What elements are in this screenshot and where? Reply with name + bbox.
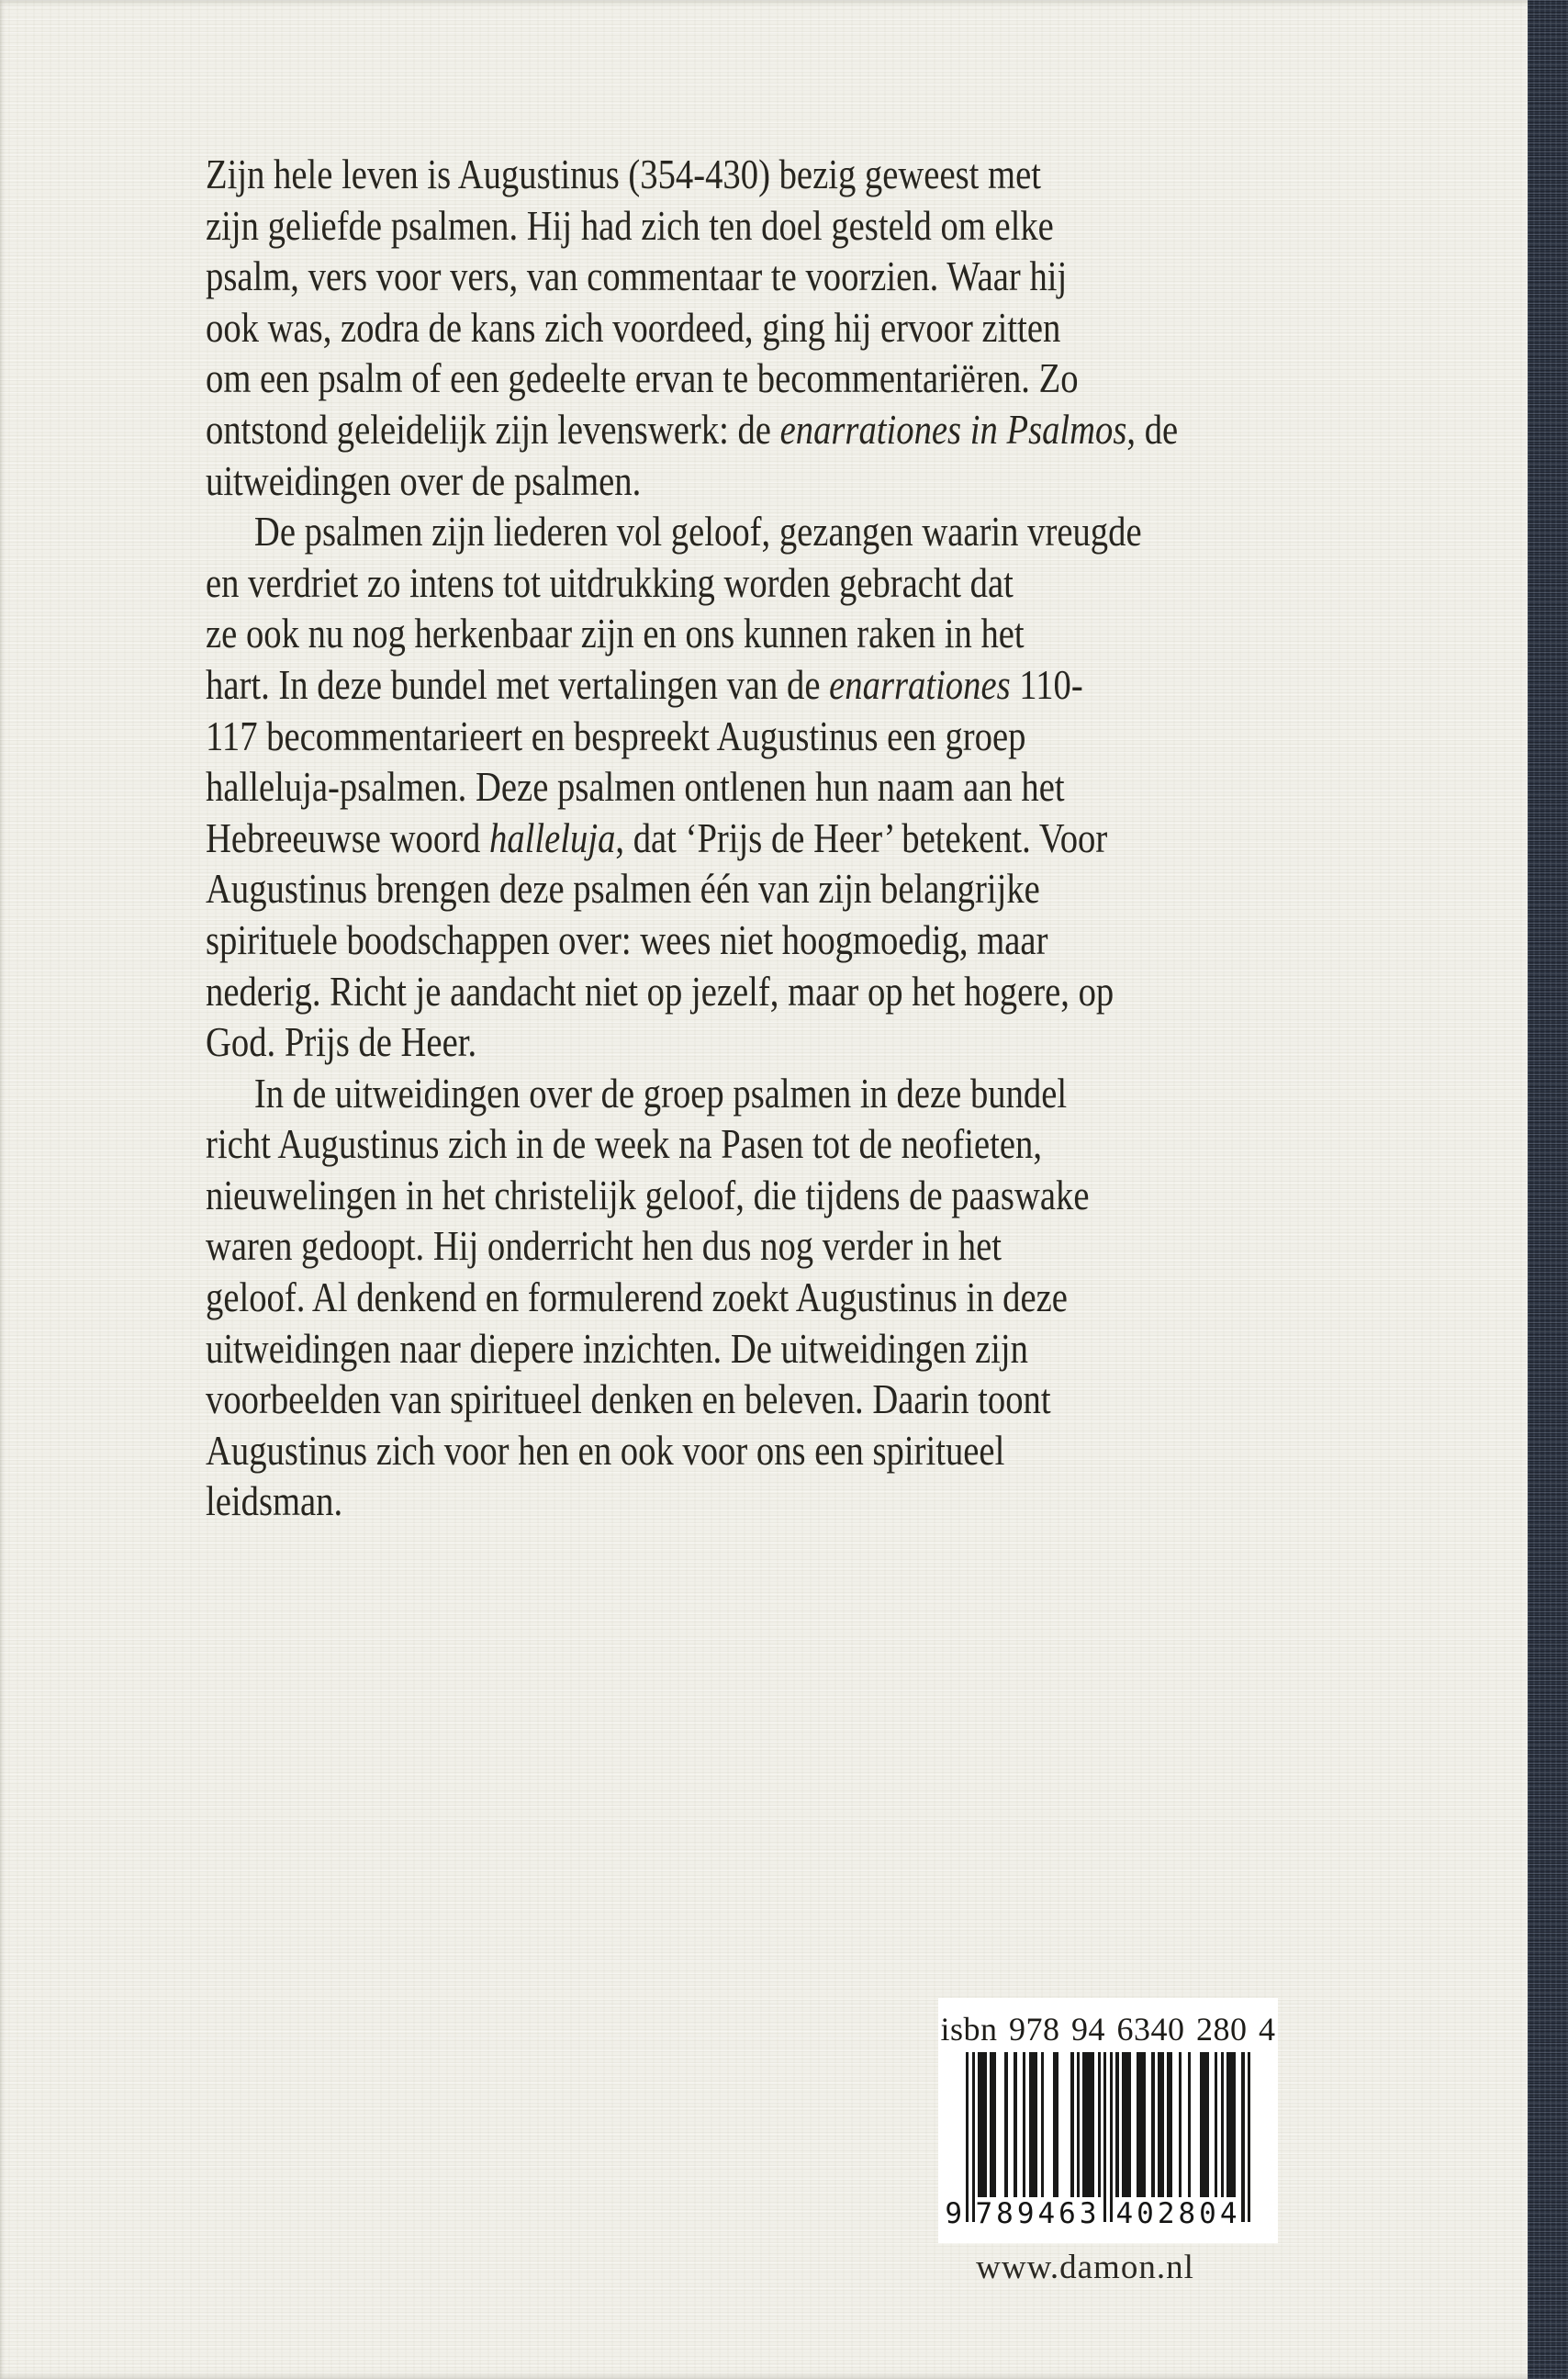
barcode-check-digit-left: 9 bbox=[945, 2197, 962, 2230]
blurb-text-segment: leidsman. bbox=[206, 1477, 343, 1525]
blurb-line bbox=[206, 813, 1178, 864]
blurb-line bbox=[206, 761, 1178, 813]
blurb-text-segment: en verdriet zo intens tot uitdrukking worden gebracht dat bbox=[206, 558, 1014, 606]
blurb-text-segment: voorbeelden van spiritueel denken en beleven. Daarin toont bbox=[206, 1375, 1051, 1423]
blurb-italic-segment: enarrationes in Psalmos bbox=[779, 405, 1127, 453]
blurb-text-segment: In de uitweidingen over de groep psalmen in deze bundel bbox=[253, 1069, 1068, 1117]
blurb-line bbox=[206, 659, 1178, 711]
blurb-text-segment: , dat ‘Prijs de Heer’ betekent. Voor bbox=[615, 814, 1108, 861]
blurb-text-segment: Augustinus zich voor hen en ook voor ons een spiritueel bbox=[206, 1426, 1005, 1474]
blurb-line bbox=[206, 353, 1178, 404]
blurb-line bbox=[206, 608, 1178, 659]
blurb-text-segment: , de bbox=[1126, 405, 1179, 453]
blurb-text-segment: hart. In deze bundel met vertalingen van de bbox=[206, 660, 830, 708]
barcode-digits-right-group: 402804 bbox=[1115, 2197, 1241, 2230]
blurb-text-segment: waren gedoopt. Hij onderricht hen dus nog verder in het bbox=[206, 1222, 1002, 1270]
blurb-text-segment: nieuwelingen in het christelijk geloof, die tijdens de paaswake bbox=[206, 1171, 1090, 1218]
blurb-text-segment: geloof. Al denkend en formulerend zoekt Augustinus in deze bbox=[206, 1274, 1068, 1321]
blurb-text-segment: om een psalm of een gedeelte ervan te becommentariëren. Zo bbox=[206, 354, 1079, 402]
blurb-line bbox=[206, 557, 1178, 609]
blurb-text-segment: richt Augustinus zich in de week na Pasen tot de neofieten, bbox=[206, 1120, 1043, 1168]
isbn-number-label: isbn 978 94 6340 280 4 bbox=[940, 2011, 1276, 2048]
blurb-line bbox=[206, 1220, 1178, 1272]
blurb-text-segment: Hebreeuwse woord bbox=[206, 814, 490, 861]
blurb-line bbox=[206, 506, 1178, 557]
blurb-text-segment: uitweidingen naar diepere inzichten. De uitweidingen zijn bbox=[206, 1324, 1028, 1372]
blurb-text-segment: halleluja-psalmen. Deze psalmen ontlenen hun naam aan het bbox=[206, 763, 1065, 811]
blurb-text-segment: Augustinus brengen deze psalmen één van zijn belangrijke bbox=[206, 865, 1040, 913]
blurb-text-segment: psalm, vers voor vers, van commentaar te voorzien. Waar hij bbox=[206, 252, 1068, 300]
blurb-line bbox=[206, 200, 1178, 252]
publisher-website-url: www.damon.nl bbox=[976, 2249, 1194, 2286]
blurb-text-segment: 110- bbox=[1010, 660, 1083, 708]
blurb-text-segment: uitweidingen over de psalmen. bbox=[206, 456, 642, 504]
blurb-line bbox=[206, 1323, 1178, 1375]
cloth-spine-strip bbox=[1528, 0, 1568, 2379]
blurb-text-segment: spirituele boodschappen over: wees niet hoogmoedig, maar bbox=[206, 915, 1048, 963]
blurb-line bbox=[206, 1068, 1178, 1119]
blurb-text-block bbox=[206, 149, 1178, 1527]
barcode-digits-left-group: 789463 bbox=[975, 2197, 1101, 2230]
blurb-line bbox=[206, 1170, 1178, 1221]
blurb-text-segment: God. Prijs de Heer. bbox=[206, 1018, 477, 1066]
blurb-line bbox=[206, 1476, 1178, 1527]
blurb-line bbox=[206, 404, 1178, 455]
barcode-bar bbox=[1248, 2052, 1250, 2222]
blurb-text-segment: ze ook nu nog herkenbaar zijn en ons kunnen raken in het bbox=[206, 610, 1025, 657]
blurb-line bbox=[206, 251, 1178, 302]
blurb-line bbox=[206, 711, 1178, 762]
blurb-line bbox=[206, 863, 1178, 915]
blurb-text-segment: 117 becommentarieert en bespreekt Augustinus een groep bbox=[206, 712, 1026, 759]
blurb-text-segment: nederig. Richt je aandacht niet op jezelf, maar op het hogere, op bbox=[206, 967, 1114, 1015]
blurb-text-segment: De psalmen zijn liederen vol geloof, gezangen waarin vreugde bbox=[253, 508, 1142, 555]
blurb-line bbox=[206, 302, 1178, 353]
blurb-line bbox=[206, 149, 1178, 200]
blurb-line bbox=[206, 1016, 1178, 1068]
blurb-text-segment: zijn geliefde psalmen. Hij had zich ten doel gesteld om elke bbox=[206, 201, 1054, 249]
blurb-italic-segment: enarrationes bbox=[829, 660, 1011, 708]
blurb-text-segment: ontstond geleidelijk zijn levenswerk: de bbox=[206, 405, 780, 453]
blurb-italic-segment: halleluja bbox=[489, 814, 616, 861]
blurb-text-segment: ook was, zodra de kans zich voordeed, ging hij ervoor zitten bbox=[206, 303, 1061, 351]
blurb-line bbox=[206, 915, 1178, 966]
blurb-line bbox=[206, 1118, 1178, 1170]
isbn-barcode-panel bbox=[938, 1998, 1278, 2243]
blurb-line bbox=[206, 1272, 1178, 1323]
blurb-text-segment: Zijn hele leven is Augustinus (354-430) bezig geweest met bbox=[206, 151, 1041, 197]
blurb-line bbox=[206, 1374, 1178, 1425]
blurb-line bbox=[206, 1425, 1178, 1476]
blurb-line bbox=[206, 455, 1178, 507]
blurb-line bbox=[206, 966, 1178, 1017]
